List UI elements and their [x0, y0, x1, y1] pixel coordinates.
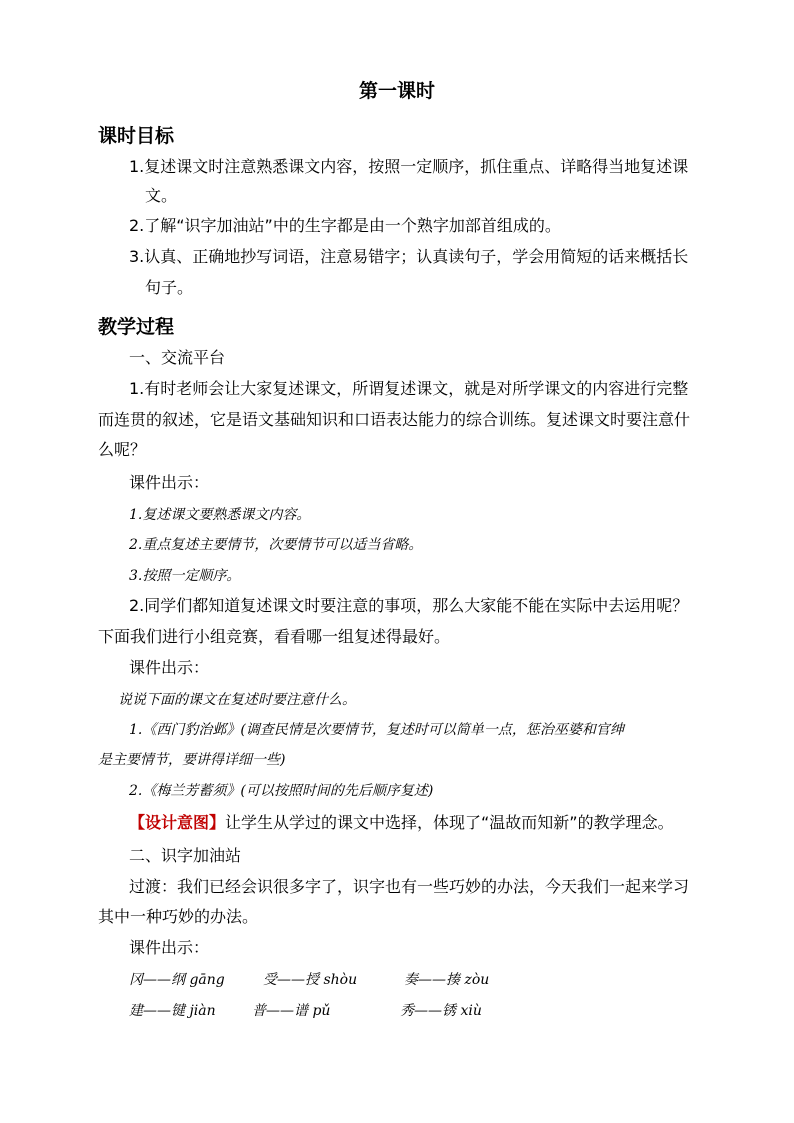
prompt-text: 说说下面的课文在复述时要注意什么。	[118, 692, 356, 708]
lesson-title: 第一课时	[358, 80, 435, 102]
goals-heading: 课时目标	[98, 125, 175, 147]
transition-line-1: 过渡：我们已经会识很多字了，识字也有一些巧妙的办法，今天我们一起来学习	[129, 877, 690, 896]
example-1-line-2: 是主要情节，要讲得详细一些)	[98, 752, 286, 768]
tip-3: 3.按照一定顺序。	[129, 568, 241, 584]
part1-p1-line-3: 么呢？	[98, 440, 147, 459]
design-intent-label: 【设计意图】	[129, 813, 226, 832]
example-1-line-1: 1.《西门豹治邺》(调查民情是次要情节，复述时可以简单一点，惩治巫婆和官绅	[129, 722, 624, 738]
transition-line-2: 其中一种巧妙的办法。	[98, 907, 259, 926]
char-pair-1: 冈——纲 gāng	[129, 972, 225, 988]
goal-2: 2.了解“识字加油站”中的生字都是由一个熟字加部首组成的。	[129, 216, 561, 235]
part1-heading: 一、交流平台	[129, 348, 226, 367]
goal-1-line-1: 1.复述课文时注意熟悉课文内容，按照一定顺序，抓住重点、详略得当地复述课	[129, 157, 689, 176]
char-pair-3: 奏——揍 zòu	[404, 972, 490, 988]
design-intent	[129, 813, 674, 833]
part2-heading: 二、识字加油站	[129, 846, 242, 865]
goal-1-line-2: 文。	[145, 186, 178, 205]
char-pair-2: 受——授 shòu	[263, 972, 358, 988]
char-pair-5: 普——谱 pǔ	[252, 1003, 331, 1019]
courseware-label-2: 课件出示：	[129, 658, 210, 677]
part1-p2-line-2: 下面我们进行小组竞赛，看看哪一组复述得最好。	[98, 627, 451, 646]
tip-2: 2.重点复述主要情节，次要情节可以适当省略。	[129, 537, 423, 553]
courseware-label-3: 课件出示：	[129, 938, 210, 957]
design-intent-text: 让学生从学过的课文中选择，体现了“温故而知新”的教学理念。	[225, 813, 674, 832]
char-pair-4: 建——键 jiàn	[129, 1003, 216, 1019]
goal-3-line-1: 3.认真、正确地抄写词语，注意易错字；认真读句子，学会用简短的话来概括长	[129, 247, 689, 266]
process-heading: 教学过程	[98, 316, 175, 338]
part1-p2-line-1: 2.同学们都知道复述课文时要注意的事项，那么大家能不能在实际中去运用呢？	[129, 596, 689, 615]
goal-3-line-2: 句子。	[145, 278, 194, 297]
char-pair-6: 秀——锈 xiù	[400, 1003, 482, 1019]
courseware-label-1: 课件出示：	[129, 473, 210, 492]
example-2: 2.《梅兰芳蓄须》(可以按照时间的先后顺序复述)	[129, 783, 434, 799]
part1-p1-line-1: 1.有时老师会让大家复述课文，所谓复述课文，就是对所学课文的内容进行完整	[129, 379, 689, 398]
part1-p1-line-2: 而连贯的叙述，它是语文基础知识和口语表达能力的综合训练。复述课文时要注意什	[98, 410, 691, 429]
tip-1: 1.复述课文要熟悉课文内容。	[129, 507, 311, 523]
